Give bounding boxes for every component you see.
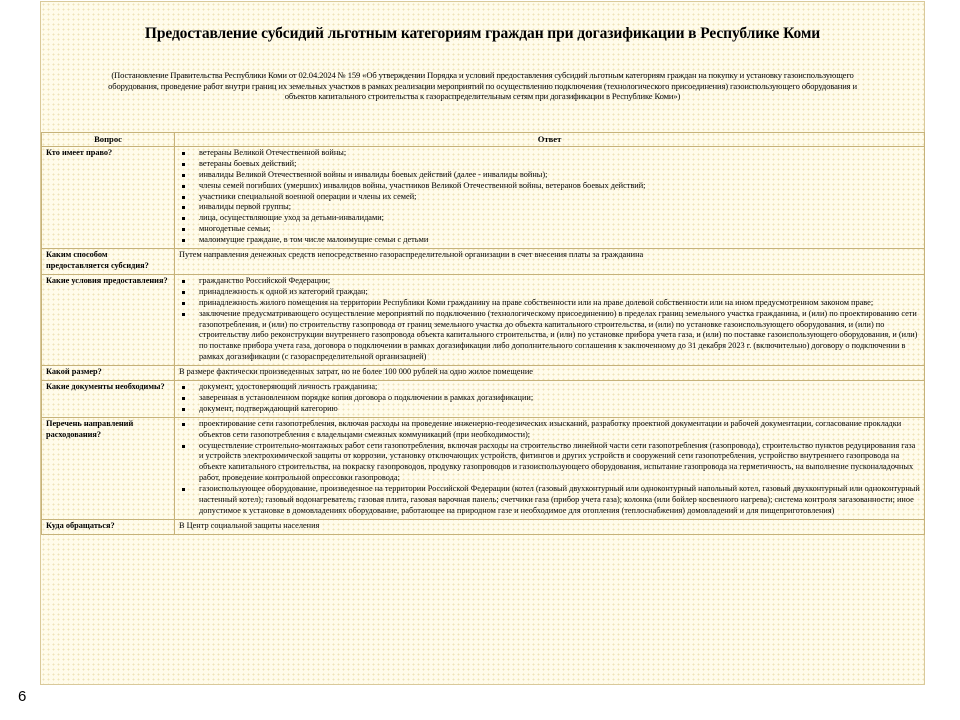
answer-cell [175, 146, 925, 248]
answer-cell: В Центр социальной защиты населения [175, 519, 925, 534]
list-item: ветераны боевых действий; [193, 159, 920, 170]
answer-cell [175, 381, 925, 418]
table-row [42, 381, 925, 418]
question-cell: Куда обращаться? [42, 519, 175, 534]
list-item: проектирование сети газопотребления, включая расходы на проведение инженерно-геодезических изысканий, разработку проектной документации и рабочей документации, согласование прокладки объектов сети газопотребления с владельцами смежных коммуникаций (при необходимости); [193, 419, 920, 441]
column-header-answer: Ответ [175, 133, 925, 147]
question-cell: Каким способом предоставляется субсидия? [42, 249, 175, 275]
list-item: гражданство Российской Федерации; [193, 276, 920, 287]
table-row [42, 417, 925, 519]
page-number: 6 [18, 688, 27, 705]
page-subtitle: (Постановление Правительства Республики Коми от 02.04.2024 № 159 «Об утверждении Порядка и условий предоставления субсидий льготным категориям граждан на покупку и установку газоиспользующего оборудования, проведение работ внутри границ их земельных участков в рамках реализации мероприятий по осуществлению подключения (технологического присоединения) газоиспользующего оборудования и объектов капитального строительства к газораспределительным сетям при догазификации в Республике Коми») [108, 70, 857, 102]
question-cell: Перечень направлений расходования? [42, 417, 175, 519]
column-header-question: Вопрос [42, 133, 175, 147]
answer-cell: Путем направления денежных средств непосредственно газораспределительной организации в счет внесения платы за гражданина [175, 249, 925, 275]
list-item: ветераны Великой Отечественной войны; [193, 148, 920, 159]
list-item: заключение предусматривающего осуществление мероприятий по подключению (технологическому присоединению) в пределах границ земельного участка гражданина, и (или) по проектированию сети газопотребления, и (или) по строительству газопровода от границ земельного участка до объекта капитального строительства, и (или) по установке газоиспользующего оборудования, и (или) по строительству либо реконструкции внутреннего газопровода объекта капитального строительства, и (или) по установке прибора учета газа, и (или) по поставке газоиспользующего оборудования, и (или) по поставке прибора учета газа, договора о подключении в рамках догазификации либо дополнительного соглашения к заключенному до 31 декабря 2023 г. (включительно) договору о подключении в рамках догазификации (с газораспределительной организацией) [193, 309, 920, 364]
table-row [42, 249, 925, 275]
table-header-row [42, 133, 925, 147]
list-item: осуществление строительно-монтажных работ сети газопотребления, включая расходы на строительство линейной части сети газопотребления (газопровода), строительство пунктов редуцирования газа и устройств электрохимической защиты от коррозии, установку отключающих устройств, фитингов и других устройств и сооружений сети газопотребления, устройство внутреннего газопровода на объекте капитального строительства, на покраску газопроводов, продувку газопроводов и газоиспользующего оборудования, испытание газопровода на герметичность, на выполнение пусконаладочных работ, проведение контрольной опрессовки газопровода; [193, 441, 920, 485]
list-item: документ, удостоверяющий личность гражданина; [193, 382, 920, 393]
answer-cell [175, 417, 925, 519]
slide-frame [40, 1, 925, 685]
list-item: заверенная в установленном порядке копия договора о подключении в рамках догазификации; [193, 393, 920, 404]
table-row [42, 519, 925, 534]
table-row [42, 274, 925, 365]
list-item: малоимущие граждане, в том числе малоимущие семьи с детьми [193, 235, 920, 246]
answer-list [179, 276, 920, 363]
list-item: газоиспользующее оборудование, произведенное на территории Российской Федерации (котел (газовый двухконтурный или одноконтурный напольный котел, газовый двухконтурный или одноконтурный настенный котел); газовый водонагреватель; газовая плита, газовая варочная панель; счетчики газа (прибор учета газа); колонка (или бойлер косвенного нагрева); система контроля загазованности; иное допустимое к установке в домовладениях оборудование, работающее на природном газе и необходимое для отопления (теплоснабжения) домовладений и для пищеприготовления) [193, 484, 920, 517]
table-row [42, 146, 925, 248]
question-cell: Какие условия предоставления? [42, 274, 175, 365]
question-cell: Кто имеет право? [42, 146, 175, 248]
page-title: Предоставление субсидий льготным категориям граждан при догазификации в Республике Коми [144, 25, 821, 42]
table-row [42, 366, 925, 381]
answer-list [179, 382, 920, 415]
list-item: документ, подтверждающий категорию [193, 404, 920, 415]
question-cell: Какие документы необходимы? [42, 381, 175, 418]
list-item: лица, осуществляющие уход за детьми-инвалидами; [193, 213, 920, 224]
list-item: инвалиды Великой Отечественной войны и инвалиды боевых действий (далее - инвалиды войны); [193, 170, 920, 181]
question-cell: Какой размер? [42, 366, 175, 381]
answer-list [179, 419, 920, 517]
answer-list [179, 148, 920, 246]
list-item: инвалиды первой группы; [193, 202, 920, 213]
list-item: участники специальной военной операции и члены их семей; [193, 192, 920, 203]
list-item: многодетные семьи; [193, 224, 920, 235]
list-item: члены семей погибших (умерших) инвалидов войны, участников Великой Отечественной войны, ветеранов боевых действий; [193, 181, 920, 192]
answer-cell: В размере фактически произведенных затрат, но не более 100 000 рублей на одно жилое помещение [175, 366, 925, 381]
list-item: принадлежность жилого помещения на территории Республики Коми гражданину на праве собственности или на праве долевой собственности или на ином предусмотренном законом праве; [193, 298, 920, 309]
list-item: принадлежность к одной из категорий граждан; [193, 287, 920, 298]
faq-table [41, 132, 925, 535]
answer-cell [175, 274, 925, 365]
